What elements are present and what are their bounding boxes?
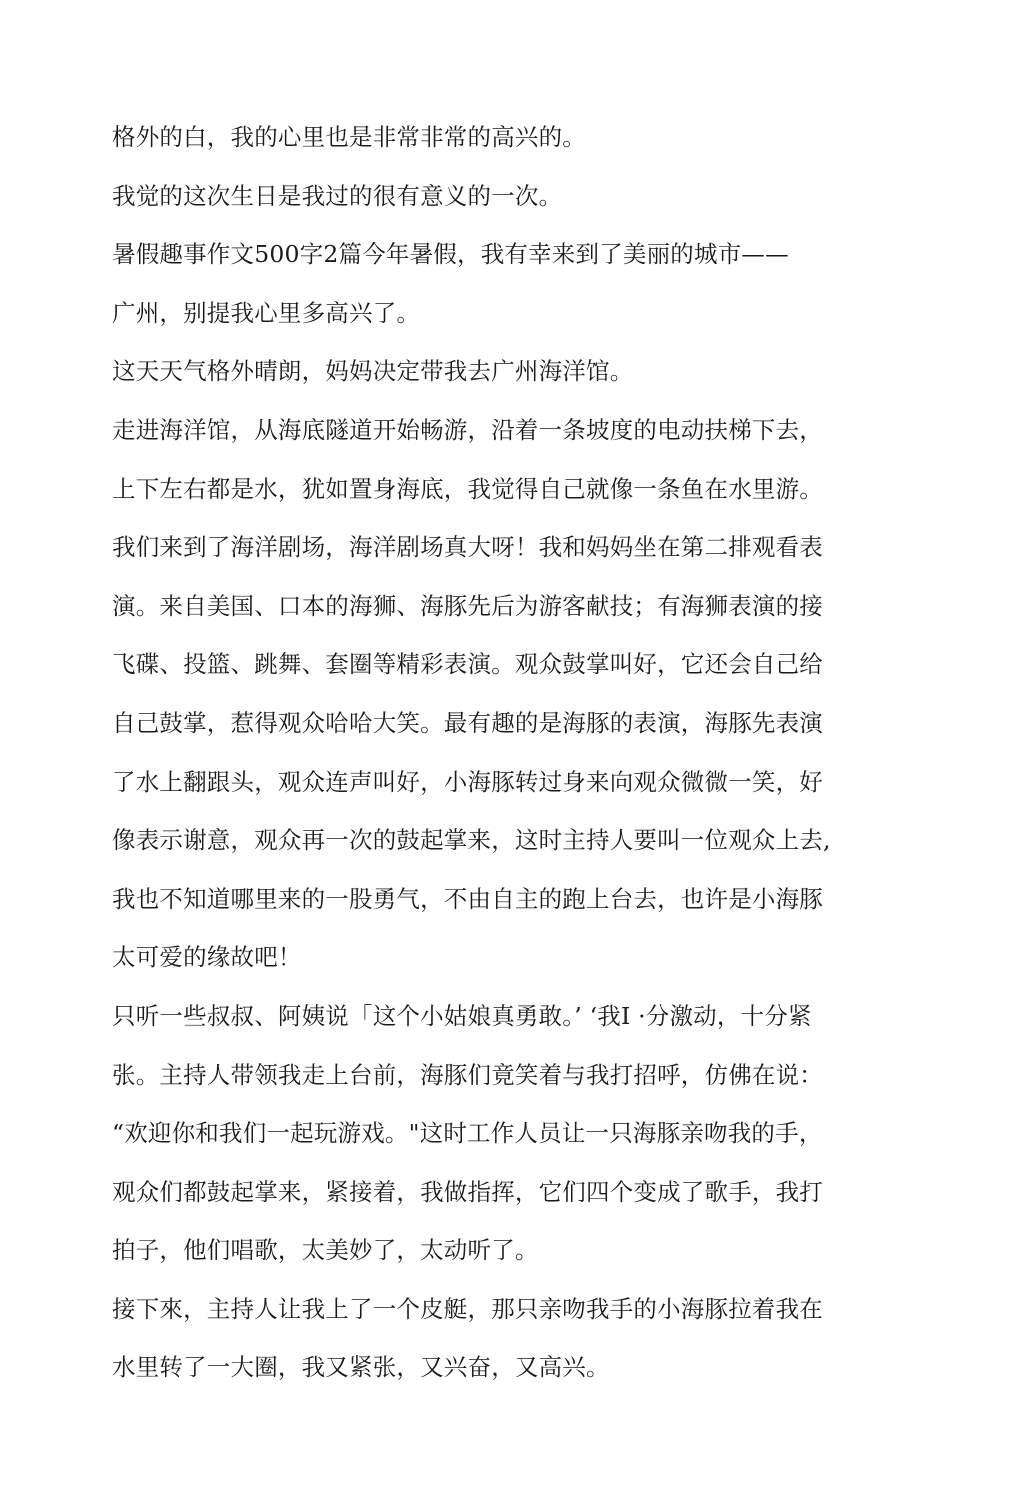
text-line: 观众们都鼓起掌来，紧接着，我做指挥，它们四个变成了歌手，我打: [112, 1177, 823, 1206]
text-line: 了水上翻跟头，观众连声叫好，小海豚转过身来向观众微微一笑，好: [112, 767, 823, 796]
text-line: 广州，别提我心里多高兴了。: [112, 298, 421, 327]
text-line: 张。主持人带领我走上台前，海豚们竟笑着与我打招呼，仿佛在说：: [112, 1060, 823, 1089]
text-line: 水里转了一大圈，我又紧张，又兴奋，又高兴。: [112, 1353, 610, 1382]
text-line: 这天天气格外晴朗，妈妈决定带我去广州海洋馆。: [112, 357, 634, 386]
text-line: 我们来到了海洋剧场，海洋剧场真大呀！我和妈妈坐在第二排观看表: [112, 533, 823, 562]
text-line: 只听一些叔叔、阿姨说「这个小姑娘真勇敢。’ ‘我I ·分激动，十分紧: [112, 1001, 812, 1030]
text-line: “欢迎你和我们一起玩游戏。"这时工作人员让一只海豚亲吻我的手，: [112, 1119, 823, 1148]
text-line: 走进海洋馆，从海底隧道开始畅游，沿着一条坡度的电动扶梯下去，: [112, 415, 823, 444]
text-line: 自己鼓掌，惹得观众哈哈大笑。最有趣的是海豚的表演，海豚先表演: [112, 708, 823, 737]
text-line: 飞碟、投篮、跳舞、套圈等精彩表演。观众鼓掌叫好，它还会自己给: [112, 650, 823, 679]
text-line: 像表示谢意，观众再一次的鼓起掌来，这时主持人要叫一位观众上去,: [112, 826, 831, 855]
essay-body: [112, 108, 912, 1397]
text-line: 拍子，他们唱歌，太美妙了，太动听了。: [112, 1236, 539, 1265]
text-line: 暑假趣事作文500字2篇今年暑假，我有幸来到了美丽的城市——: [112, 240, 789, 269]
text-line: 接下來，主持人让我上了一个皮艇，那只亲吻我手的小海豚拉着我在: [112, 1294, 823, 1323]
text-line: 格外的白，我的心里也是非常非常的高兴的。: [112, 123, 586, 151]
text-line: 我觉的这次生日是我过的很有意义的一次。: [112, 181, 563, 210]
text-line: 太可爱的缘故吧！: [112, 943, 302, 972]
text-line: 演。来自美国、口本的海狮、海豚先后为游客献技；有海狮表演的接: [112, 591, 823, 620]
text-line: 上下左右都是水，犹如置身海底，我觉得自己就像一条鱼在水里游。: [112, 474, 823, 503]
text-line: 我也不知道哪里来的一股勇气，不由自主的跑上台去，也许是小海豚: [112, 884, 823, 913]
